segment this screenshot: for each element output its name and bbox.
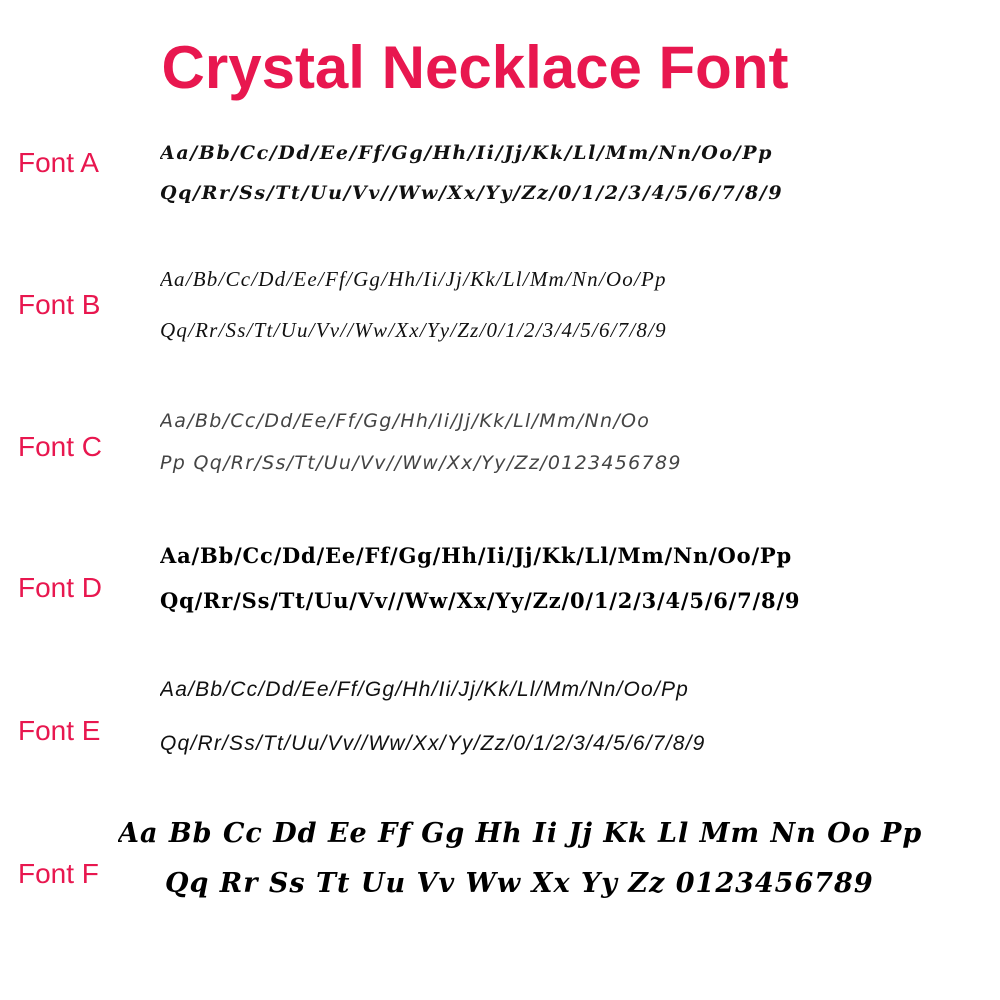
font-a-label: Font A [18,147,99,178]
font-e-line-2: Qq/Rr/Ss/Tt/Uu/Vv//Ww/Xx/Yy/Zz/0/1/2/3/4/5/6/7/8/9 [160,732,706,755]
font-d-label: Font D [18,572,103,603]
font-f-line-1: Aa Bb Cc Dd Ee Ff Gg Hh Ii Jj Kk Ll Mm Nn Oo Pp [118,818,923,849]
font-f-line-2: Qq Rr Ss Tt Uu Vv Ww Xx Yy Zz 0123456789 [165,868,874,899]
font-c-line-2: Pp Qq/Rr/Ss/Tt/Uu/Vv//Ww/Xx/Yy/Zz/0123456789 [160,452,682,474]
font-d-line-2: Qq/Rr/Ss/Tt/Uu/Vv//Ww/Xx/Yy/Zz/0/1/2/3/4/5/6/7/8/9 [160,588,801,613]
font-a-line-2: Qq/Rr/Ss/Tt/Uu/Vv//Ww/Xx/Yy/Zz/0/1/2/3/4/5/6/7/8/9 [160,182,784,204]
font-f-label: Font F [18,858,99,889]
font-e-label: Font E [18,715,101,746]
font-d-line-1: Aa/Bb/Cc/Dd/Ee/Ff/Gg/Hh/Ii/Jj/Kk/Ll/Mm/Nn/Oo/Pp [160,543,792,568]
font-b-label: Font B [18,289,101,320]
font-c-line-1: Aa/Bb/Cc/Dd/Ee/Ff/Gg/Hh/Ii/Jj/Kk/Ll/Mm/Nn/Oo [160,410,651,432]
font-b-line-1: Aa/Bb/Cc/Dd/Ee/Ff/Gg/Hh/Ii/Jj/Kk/Ll/Mm/Nn/Oo/Pp [160,267,667,291]
page-title: Crystal Necklace Font [161,34,789,101]
font-a-line-1: Aa/Bb/Cc/Dd/Ee/Ff/Gg/Hh/Ii/Jj/Kk/Ll/Mm/Nn/Oo/Pp [160,142,773,164]
font-c-label: Font C [18,431,103,462]
font-e-line-1: Aa/Bb/Cc/Dd/Ee/Ff/Gg/Hh/Ii/Jj/Kk/Ll/Mm/Nn/Oo/Pp [160,678,690,701]
font-b-line-2: Qq/Rr/Ss/Tt/Uu/Vv//Ww/Xx/Yy/Zz/0/1/2/3/4/5/6/7/8/9 [160,318,667,342]
